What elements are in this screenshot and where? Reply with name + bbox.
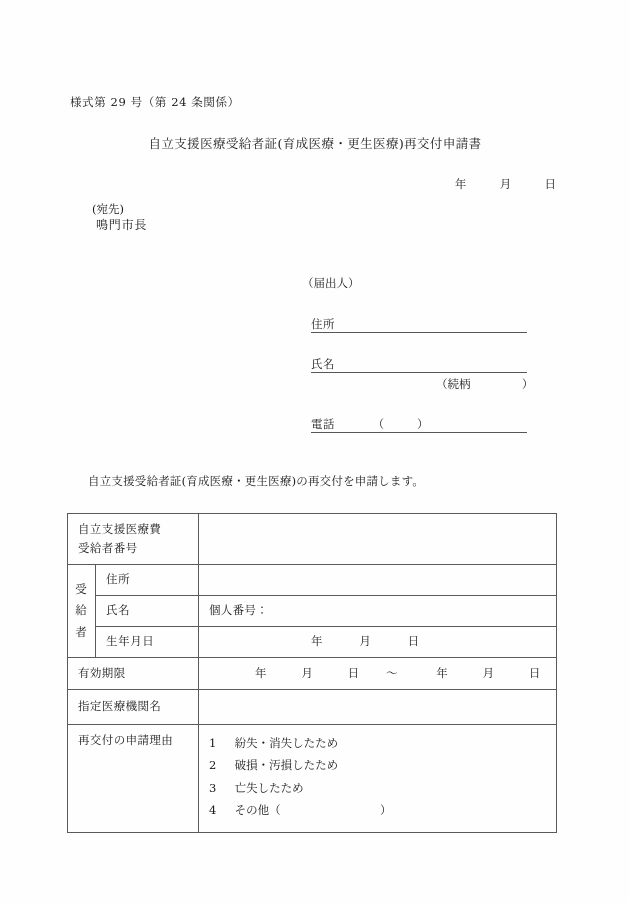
form-number: 様式第 29 号（第 24 条関係） [70,95,240,109]
recipient-birthdate-value [199,628,556,656]
table-row-recipient-address [68,564,557,595]
recipient-name-label-cell [96,595,199,626]
institution-label: 指定医療機関名 [78,699,162,714]
recipient-birthdate-label-cell [96,626,199,657]
reason-option-2[interactable] [209,754,548,776]
request-sentence: 自立支援受給者証(育成医療・更生医療)の再交付を申請します。 [88,474,425,488]
applicant-address-field[interactable] [311,316,527,333]
valid-to-year-label: 年 [436,665,449,680]
phone-paren-close: ） [416,417,429,431]
application-table [67,513,557,833]
date-month-label: 月 [499,177,512,191]
submission-date-line [455,176,556,192]
recipient-group-label [68,564,96,657]
reason-option-1-number: 1 [209,735,217,750]
recipient-address-label: 住所 [106,572,131,587]
reason-option-4-close-paren: ） [379,803,392,818]
reason-option-4-number: 4 [209,803,217,818]
relation-label: （続柄 [436,377,471,391]
phone-paren-open: （ [372,417,385,431]
institution-value-cell[interactable] [199,689,557,724]
reason-option-list [199,725,556,832]
birth-year-label: 年 [311,634,323,649]
reason-option-3-number: 3 [209,780,217,795]
date-day-label: 日 [544,177,556,191]
reason-option-2-number: 2 [209,758,217,773]
recipient-address-value [199,566,556,594]
table-row-valid-period [68,657,557,689]
relation-close-paren: ） [521,377,534,391]
receipt-number-label-line2: 受給者番号 [78,540,138,555]
recipient-address-value-cell[interactable] [199,564,557,595]
recipient-address-label-cell [96,564,199,595]
reason-label-cell [68,724,199,832]
receipt-number-header-cell [68,514,199,565]
reason-option-2-text: 破損・汚損したため [234,758,339,773]
valid-period-separator: ～ [385,665,398,680]
birth-day-label: 日 [407,634,420,649]
receipt-number-label-line1: 自立支援医療費 [78,522,162,536]
valid-to-day-label: 日 [528,665,541,680]
recipient-birthdate-label: 生年月日 [106,634,155,649]
applicant-section-label: （届出人） [302,276,360,290]
reason-option-3[interactable] [209,777,548,799]
addressee-name: 鳴門市長 [96,218,148,232]
recipient-group-label-char-1: 受 [75,582,88,597]
table-row-recipient-birthdate [68,626,557,657]
table-row-receipt-number [68,514,557,565]
applicant-relation-note [436,376,533,392]
document-title: 自立支援医療受給者証(育成医療・更生医療)再交付申請書 [148,136,482,151]
table-row-institution [68,689,557,724]
recipient-group-label-char-3: 者 [75,624,88,639]
applicant-name-field[interactable] [311,356,527,373]
applicant-phone-field[interactable] [311,416,527,433]
recipient-name-label: 氏名 [106,603,131,618]
reason-label: 再交付の申請理由 [78,732,174,747]
valid-from-year-label: 年 [255,665,267,680]
reason-option-1[interactable] [209,732,548,754]
table-row-recipient-name [68,595,557,626]
addressee-label: (宛先) [92,202,124,216]
recipient-birthdate-value-cell[interactable] [199,626,557,657]
reason-option-1-text: 紛失・消失したため [234,735,339,750]
applicant-name-label: 氏名 [311,357,335,371]
receipt-number-value [199,525,556,553]
valid-to-month-label: 月 [482,665,495,680]
birth-month-label: 月 [359,634,372,649]
my-number-label: 個人番号： [209,603,268,618]
applicant-phone-label: 電話 [311,417,335,431]
receipt-number-value-cell[interactable] [199,514,557,565]
reason-option-3-text: 亡失したため [234,780,304,795]
valid-from-day-label: 日 [347,665,360,680]
institution-value [199,693,556,721]
valid-from-month-label: 月 [301,665,314,680]
valid-period-label: 有効期限 [78,665,126,680]
valid-period-label-cell [68,657,199,689]
valid-period-value [199,660,556,688]
recipient-name-value-cell[interactable] [199,595,557,626]
phone-area-code-parens [373,416,429,432]
reason-options-cell[interactable] [199,724,557,832]
reason-option-4-text: その他（ [234,803,281,818]
reason-option-4[interactable] [209,799,548,821]
date-year-label: 年 [454,177,467,191]
applicant-address-label: 住所 [311,317,335,331]
table-row-reason [68,724,557,832]
valid-period-value-cell[interactable] [199,657,557,689]
recipient-group-label-char-2: 給 [75,603,88,618]
institution-label-cell [68,689,199,724]
